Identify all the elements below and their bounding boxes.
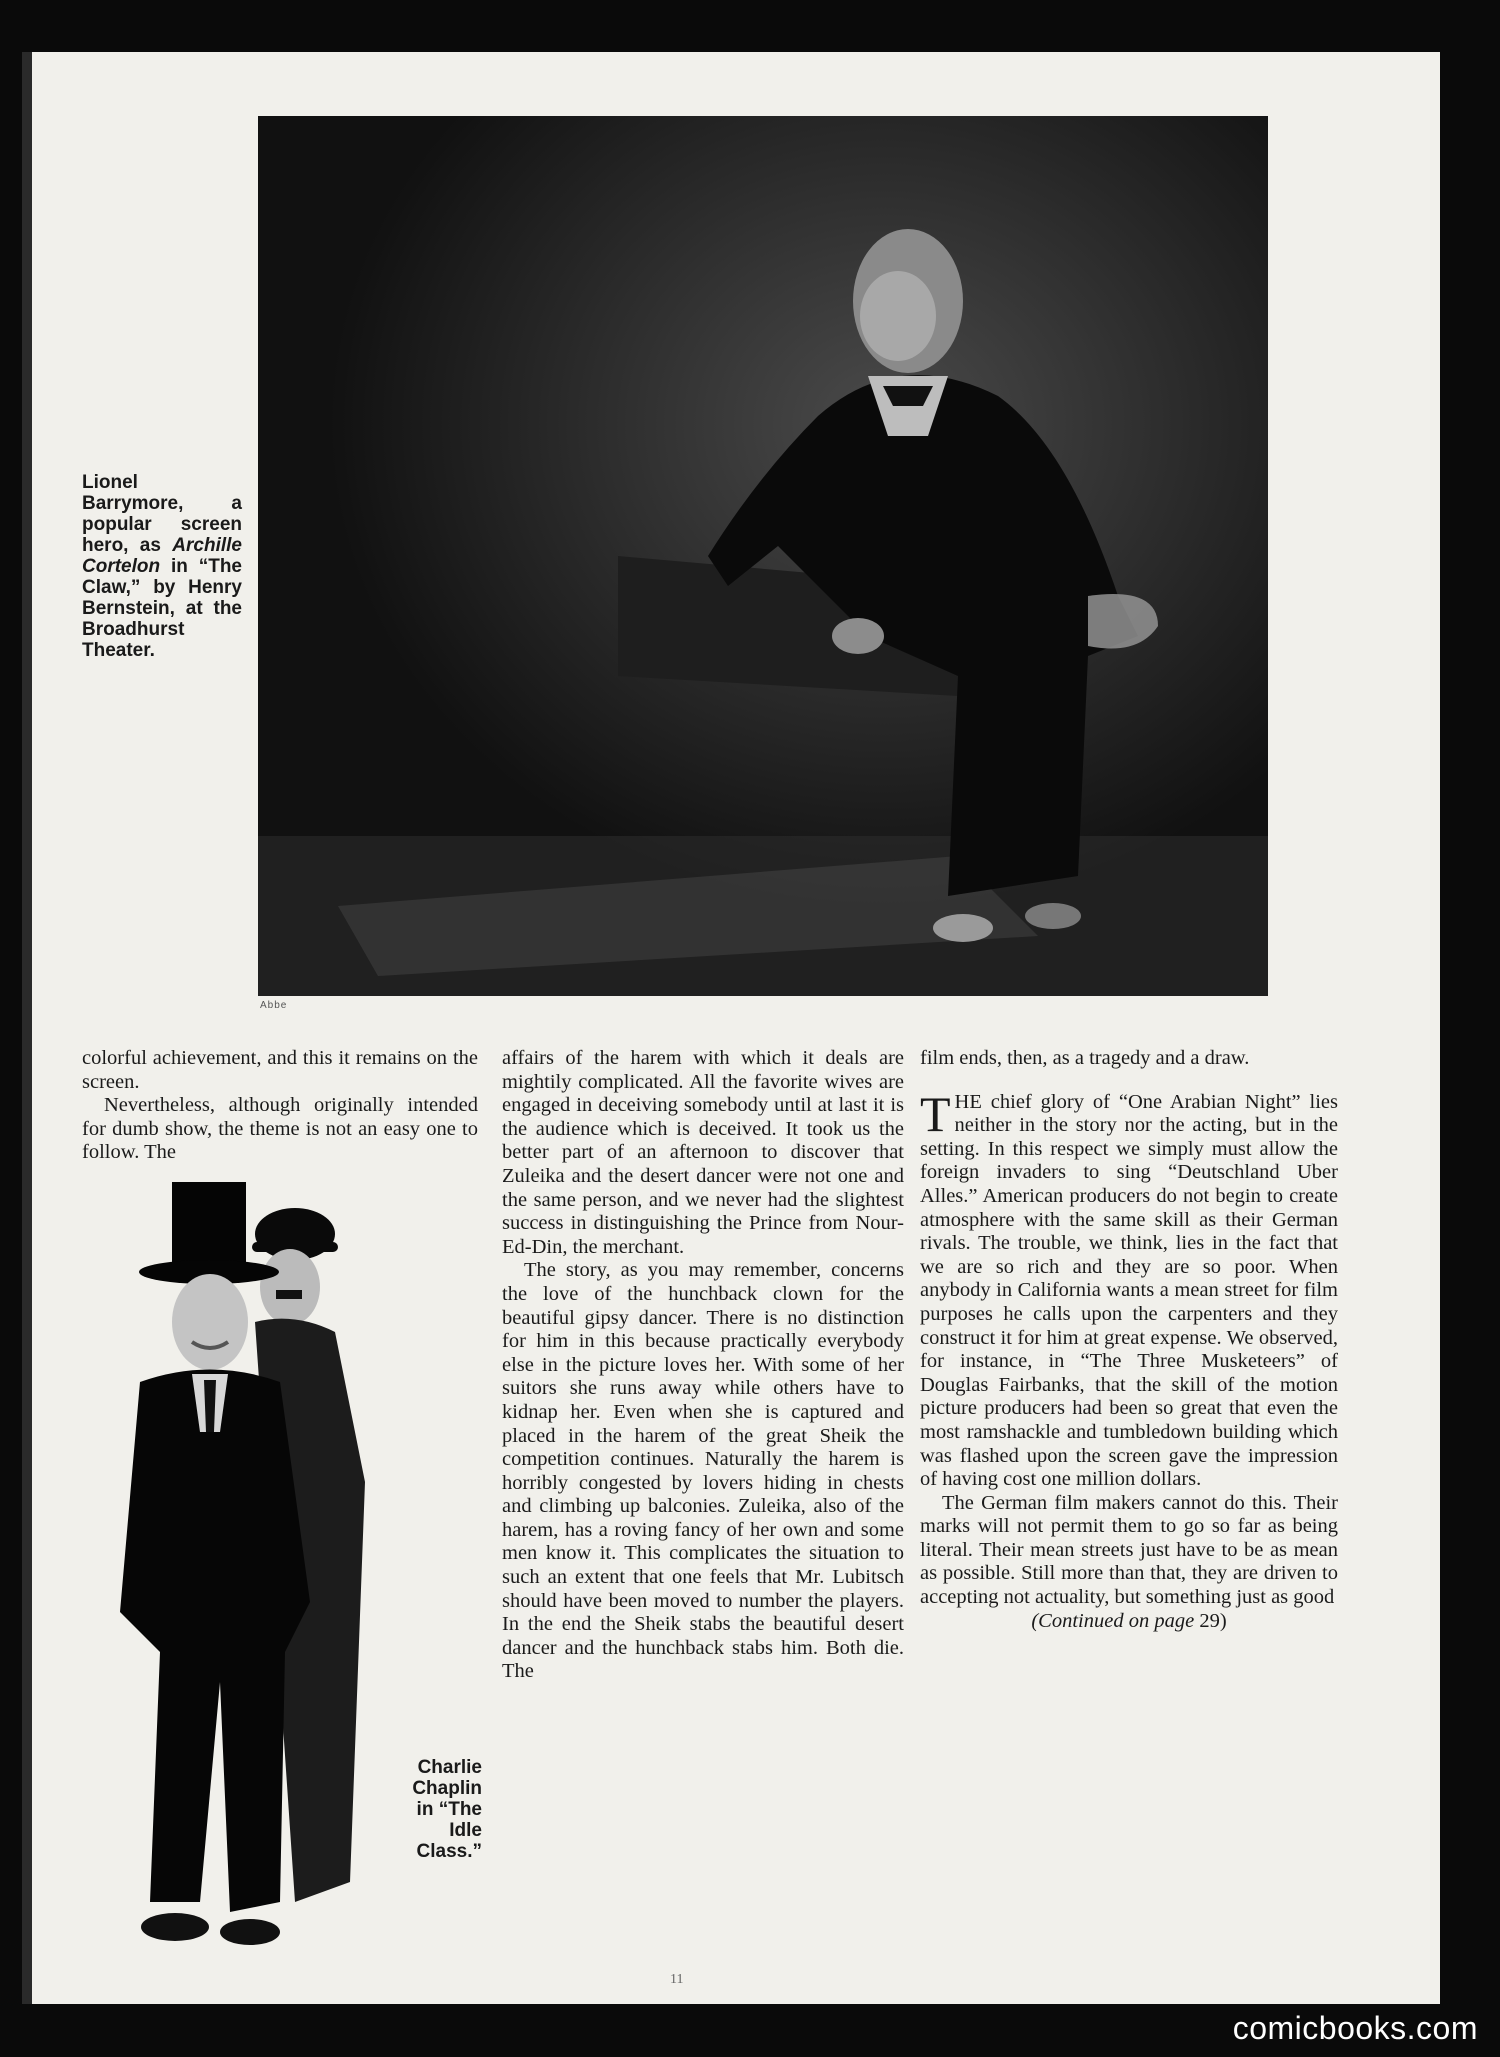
paragraph: Nevertheless, although originally intended for dumb show, the theme is not an easy one to follow. The	[82, 1094, 478, 1164]
magazine-page	[22, 52, 1440, 2004]
page-number: 11	[670, 1972, 684, 1987]
chaplin-photo-caption: Charlie Chaplin in “The Idle Class.”	[412, 1757, 482, 1862]
article-column-3	[920, 1047, 1338, 1633]
page-spine	[22, 52, 32, 2004]
article-column-2	[502, 1047, 904, 1684]
photo-illustration	[258, 116, 1268, 996]
caption-text: Lionel Barrymore, a popular screen hero, as	[82, 472, 242, 556]
caption-text-cont: in “The Claw,” by Henry Bernstein, at the Broadhurst Theater.	[82, 556, 242, 661]
article-column-1	[82, 1047, 478, 1165]
caption-role: Archille Cortelon	[82, 535, 242, 577]
paragraph-text: HE chief glory of “One Arabian Night” lies neither in the story nor the acting, but in the setting. In this respect we simply must allow the foreign invaders to sing “Deutschland Uber Alles.” American producers do not begin to create atmosphere with the same skill as their German rivals. The trouble, we think, lies in the fact that we are so rich and they are so poor. When anybody in California wants a mean street for film purposes he calls upon the carpenters and they construct it for him at great expense. We observed, for instance, in “The Three Musketeers” of Douglas Fairbanks, that the skill of the motion picture producers had been so great that even the most ramshackle and tumbledown building which was flashed upon the screen gave the impression of having cost one million dollars.	[920, 1090, 1338, 1491]
chaplin-photo	[80, 1182, 402, 1952]
continued-notice	[920, 1610, 1338, 1634]
photo-credit: Abbe	[260, 1000, 288, 1011]
drop-cap: T	[920, 1085, 951, 1142]
barrymore-photo-caption	[82, 472, 242, 661]
lionel-barrymore-photo	[258, 116, 1268, 996]
paragraph: film ends, then, as a tragedy and a draw.	[920, 1047, 1250, 1069]
paragraph: colorful achievement, and this it remains on the screen.	[82, 1047, 478, 1093]
continued-text: (Continued on page	[1031, 1609, 1195, 1632]
paragraph: The story, as you may remember, concerns the love of the hunchback clown for the beautiful gipsy dancer. There is no distinction for him in this because practically everybody else in the picture loves her. With some of her suitors she runs away while others have to kidnap her. Even when she is captured and placed in the harem of the great Sheik the competition continues. Naturally the harem is horribly congested by lovers hiding in chests and climbing up balconies. Zuleika, also of the harem, has a roving fancy of her own and some men know it. This complicates the situation to such an extent that one feels that Mr. Lubitsch should have been moved to number the players. In the end the Sheik stabs the beautiful desert dancer and the hunchback stabs him. Both die. The	[502, 1259, 904, 1683]
chaplin-illustration	[80, 1182, 402, 1952]
site-watermark: comicbooks.com	[1232, 2010, 1478, 2046]
paragraph-dropcap	[920, 1085, 1338, 1492]
continued-page: 29)	[1199, 1609, 1227, 1632]
paragraph: The German film makers cannot do this. Their marks will not permit them to go so far as being literal. Their mean streets just have to be as mean as possible. Still more than that, they are driven to accepting not actuality, but something just as good	[920, 1491, 1338, 1609]
paragraph: affairs of the harem with which it deals are mightily complicated. All the favorite wives are engaged in deceiving somebody until at last it is the audience which is deceived. It took us the better part of an afternoon to discover that Zuleika and the desert dancer were not one and the same person, and we never had the slightest success in distinguishing the Prince from Nour-Ed-Din, the merchant.	[502, 1047, 904, 1258]
